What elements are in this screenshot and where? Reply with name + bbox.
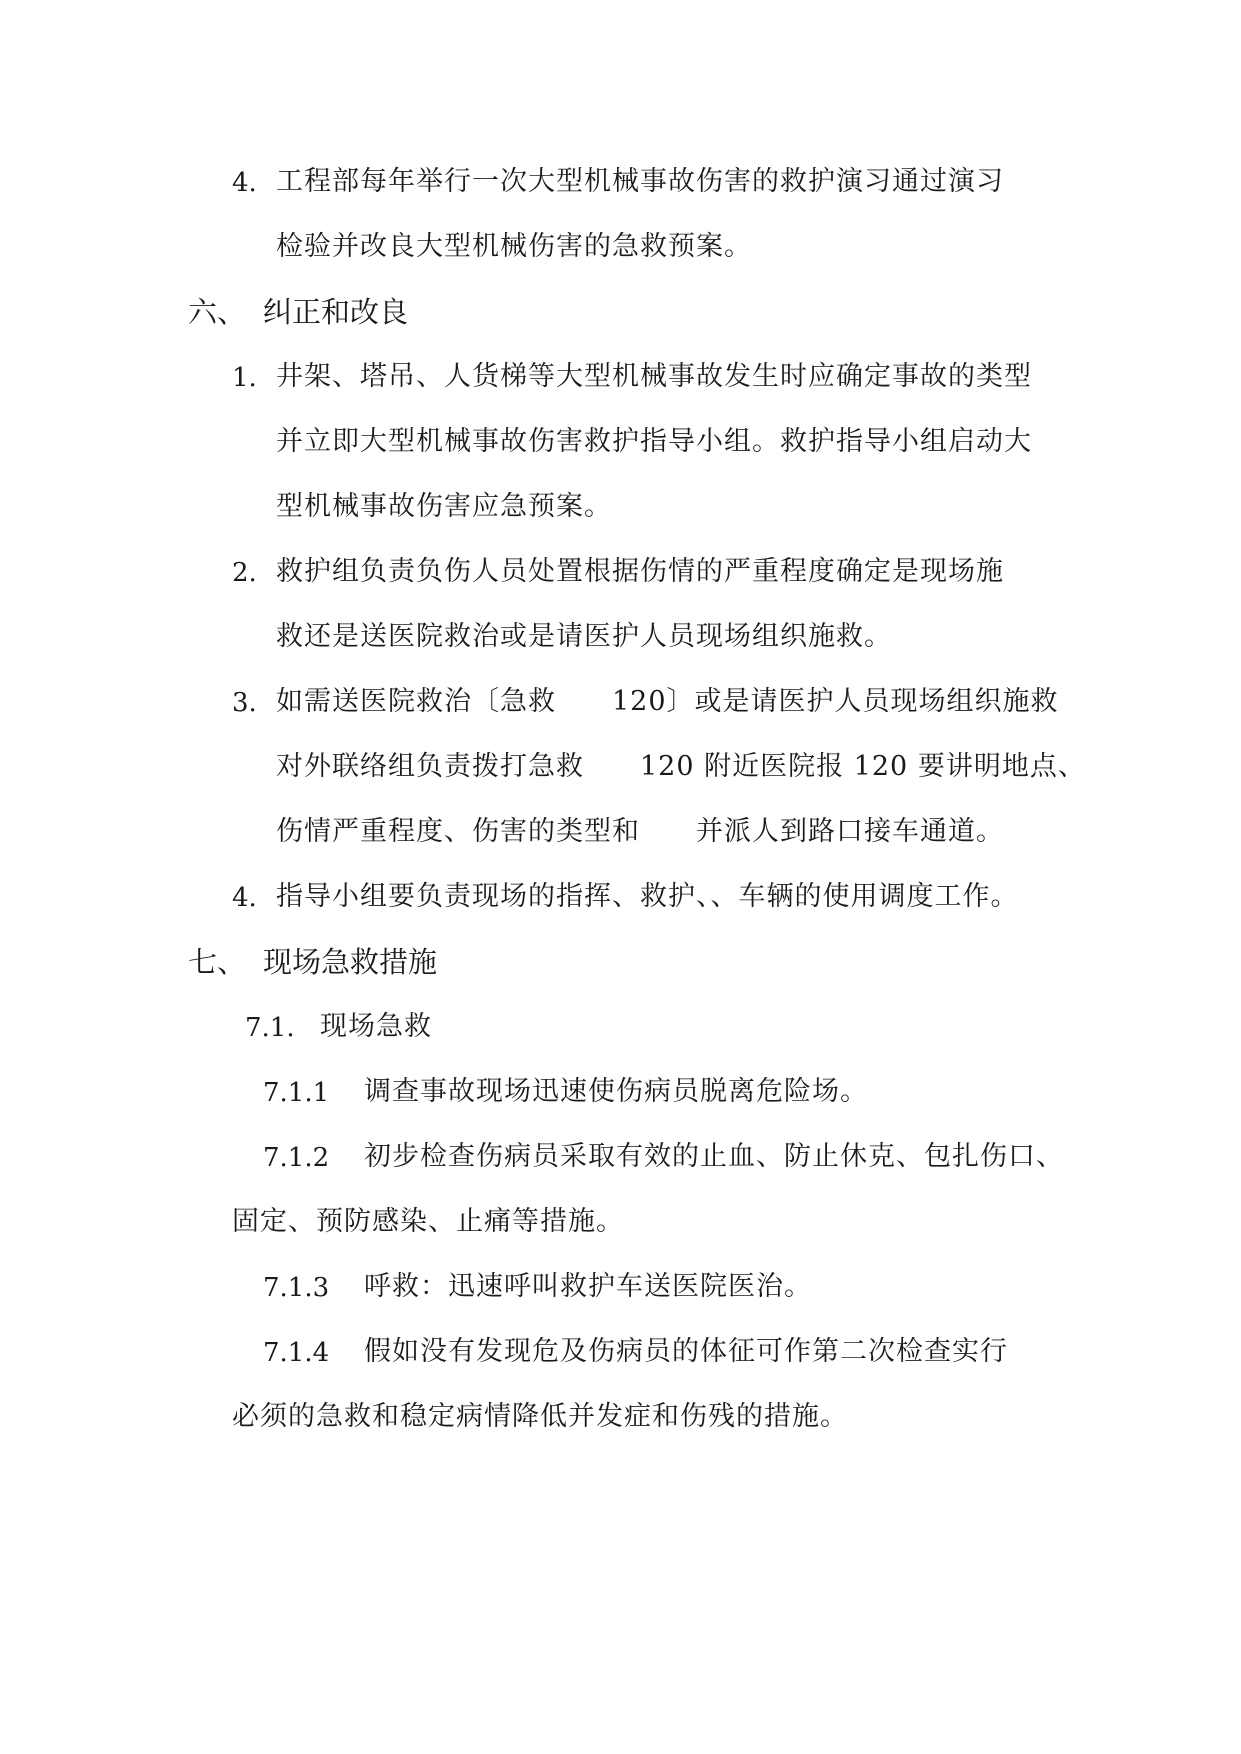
item-number: 7.1.1 <box>263 1078 330 1108</box>
paragraph-line: 必须的急救和稳定病情降低并发症和伤残的措施。 <box>232 1401 848 1432</box>
paragraph-line: 呼救：迅速呼叫救护车送医院医治。 <box>364 1271 812 1302</box>
paragraph-line: 初步检查伤病员采取有效的止血、防止休克、包扎伤口、 <box>364 1141 1064 1172</box>
paragraph-line: 如需送医院救治〔急救 120〕或是请医护人员现场组织施救 <box>276 686 1059 717</box>
paragraph-line: 调查事故现场迅速使伤病员脱离危险场。 <box>364 1076 868 1107</box>
list-number: 2. <box>232 558 257 588</box>
list-number: 1. <box>232 363 257 393</box>
paragraph-line: 并立即大型机械事故伤害救护指导小组。救护指导小组启动大 <box>276 426 1032 457</box>
paragraph-line: 固定、预防感染、止痛等措施。 <box>232 1206 624 1237</box>
list-number: 4. <box>232 883 257 913</box>
subsection-number: 7.1. <box>245 1013 295 1043</box>
section-number: 六、 <box>188 295 247 329</box>
subsection-title: 现场急救 <box>320 1011 432 1042</box>
paragraph-line: 工程部每年举行一次大型机械事故伤害的救护演习通过演习 <box>276 166 1004 197</box>
item-number: 7.1.3 <box>263 1273 330 1303</box>
section-number: 七、 <box>188 945 247 979</box>
paragraph-line: 井架、塔吊、人货梯等大型机械事故发生时应确定事故的类型 <box>276 361 1032 392</box>
section-heading <box>188 944 437 980</box>
paragraph-line: 伤情严重程度、伤害的类型和 并派人到路口接车通道。 <box>276 816 1004 847</box>
paragraph-line: 假如没有发现危及伤病员的体征可作第二次检查实行 <box>364 1336 1008 1367</box>
section-heading <box>188 294 408 330</box>
list-number: 3. <box>232 688 257 718</box>
section-title: 纠正和改良 <box>263 295 409 329</box>
paragraph-line: 检验并改良大型机械伤害的急救预案。 <box>276 231 752 262</box>
paragraph-line: 救还是送医院救治或是请医护人员现场组织施救。 <box>276 621 892 652</box>
list-number: 4. <box>232 168 257 198</box>
item-number: 7.1.2 <box>263 1143 330 1173</box>
paragraph-line: 型机械事故伤害应急预案。 <box>276 491 612 522</box>
section-title: 现场急救措施 <box>263 945 438 979</box>
paragraph-line: 对外联络组负责拨打急救 120 附近医院报 120 要讲明地点、 <box>276 751 1086 782</box>
item-number: 7.1.4 <box>263 1338 330 1368</box>
paragraph-line: 指导小组要负责现场的指挥、救护、、车辆的使用调度工作。 <box>276 881 1019 912</box>
paragraph-line: 救护组负责负伤人员处置根据伤情的严重程度确定是现场施 <box>276 556 1004 587</box>
